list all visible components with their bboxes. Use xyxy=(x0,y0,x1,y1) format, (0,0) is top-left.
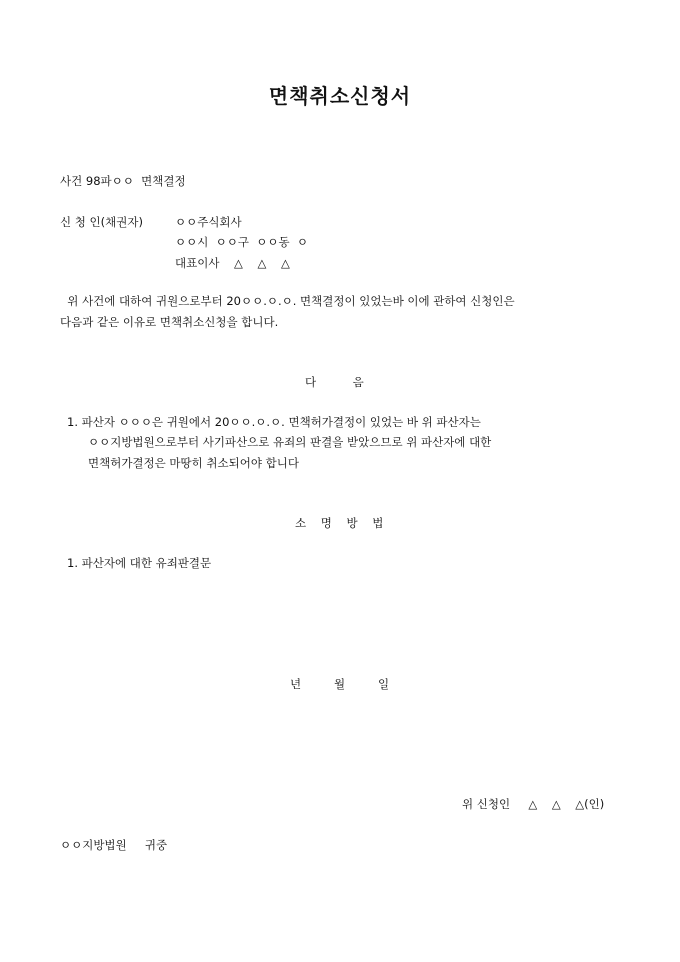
date-line: 년 월 일 xyxy=(290,677,390,691)
applicant-label: 신 청 인(채권자) xyxy=(60,215,143,229)
item-1-line-2: ㅇㅇ지방법원으로부터 사기파산으로 유죄의 판결을 받았으므로 위 파산자에 대한 xyxy=(88,435,492,449)
applicant-address: ㅇㅇ시 ㅇㅇ구 ㅇㅇ동 ㅇ xyxy=(175,235,309,249)
item-1-line-1: 1. 파산자 ㅇㅇㅇ은 귀원에서 20ㅇㅇ.ㅇ.ㅇ. 면책허가결정이 있었는 바 위 파산자는 xyxy=(67,415,481,429)
addressee: ㅇㅇ지방법원 귀중 xyxy=(60,838,168,852)
evidence-heading: 소 명 방 법 xyxy=(295,516,384,530)
body-line-1: 위 사건에 대하여 귀원으로부터 20ㅇㅇ.ㅇ.ㅇ. 면책결정이 있었는바 이에 관하여 신청인은 xyxy=(60,294,515,308)
applicant-company: ㅇㅇ주식회사 xyxy=(175,215,242,229)
evidence-item: 1. 파산자에 대한 유죄판결문 xyxy=(67,556,212,570)
document-title: 면책취소신청서 xyxy=(268,84,412,108)
applicant-representative: 대표이사 △ △ △ xyxy=(175,256,290,270)
item-1-line-3: 면책허가결정은 마땅히 취소되어야 합니다 xyxy=(88,456,299,470)
case-line: 사건 98파ㅇㅇ 면책결정 xyxy=(60,174,186,188)
signature-line: 위 신청인 △ △ △(인) xyxy=(462,797,605,811)
section-heading: 다 음 xyxy=(305,375,364,389)
body-line-2: 다음과 같은 이유로 면책취소신청을 합니다. xyxy=(60,315,279,329)
